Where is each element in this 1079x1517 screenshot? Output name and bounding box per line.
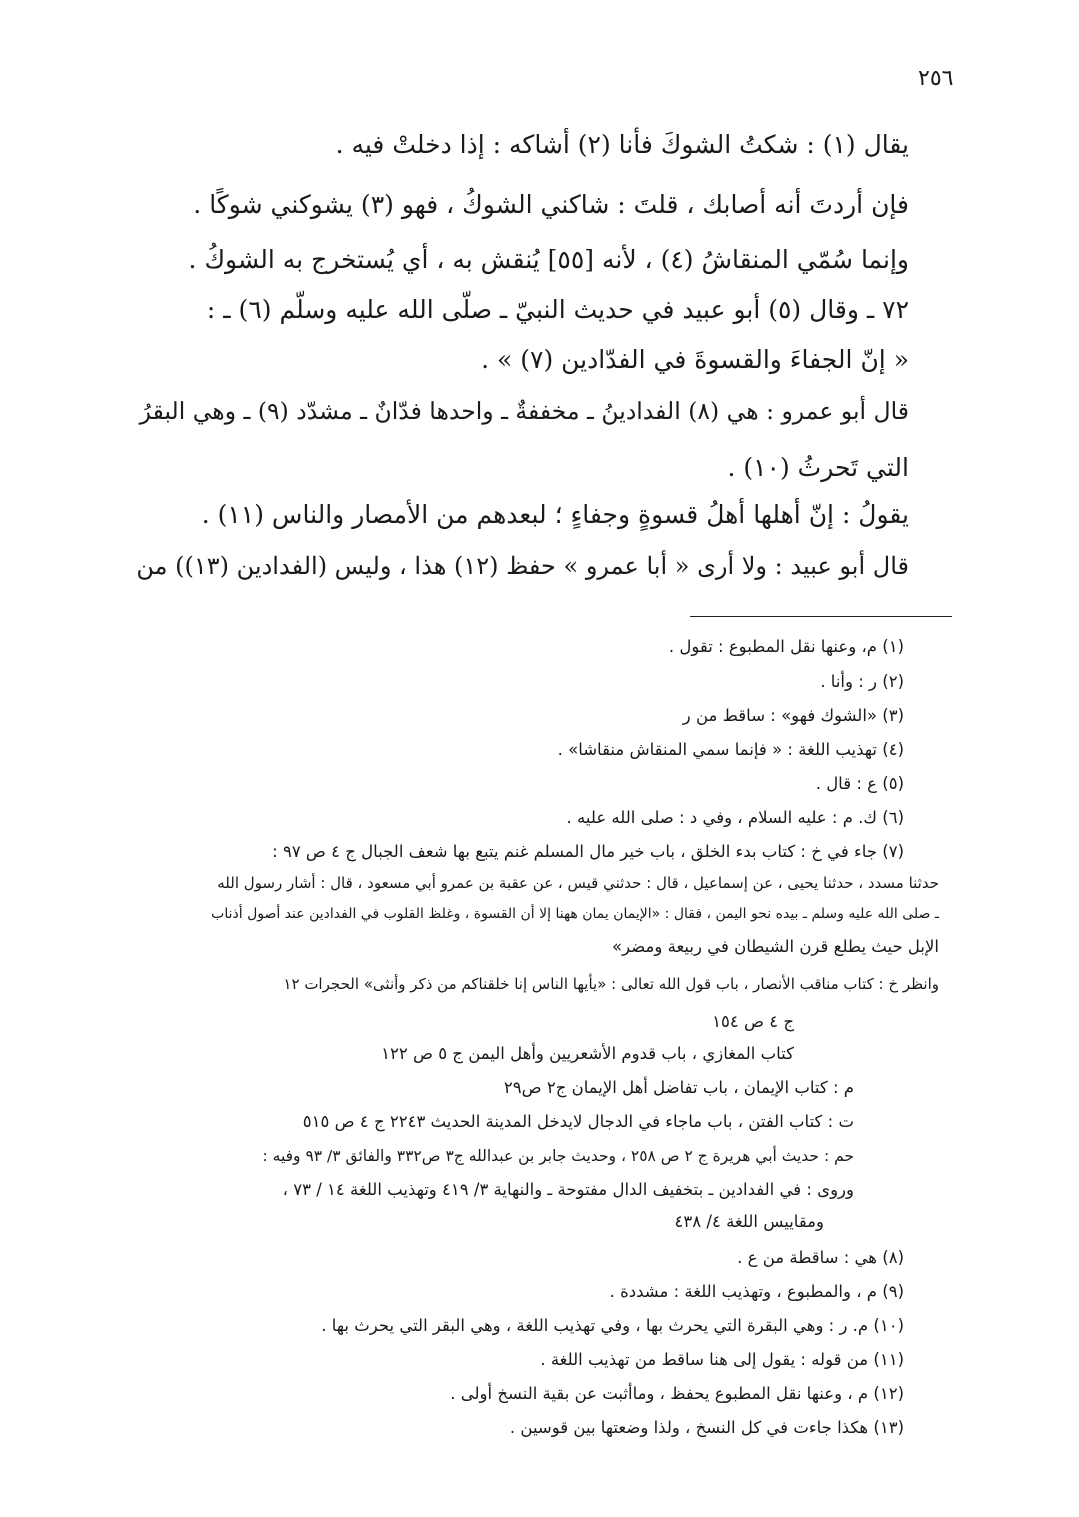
footnote-line: (٨) هي : ساقطة من ع . <box>737 1248 904 1267</box>
footnote-line: (٤) تهذيب اللغة : « فإنما سمي المنقاش منقاشا» . <box>557 740 904 759</box>
footnote-line: (١٢) م ، وعنها نقل المطبوع يحفظ ، وماأثبت عن بقية النسخ أولى . <box>450 1384 904 1403</box>
main-line: « إنّ الجفاءَ والقسوةَ في الفدّادين (٧) » . <box>481 345 909 374</box>
main-line: فإن أردتَ أنه أصابك ، قلتَ : شاكني الشوكُ ، فهو (٣) يشوكني شوكًا . <box>193 190 909 219</box>
footnote-line: (١) م، وعنها نقل المطبوع : تقول . <box>668 637 904 656</box>
footnote-line: ت : كتاب الفتن ، باب ماجاء في الدجال لايدخل المدينة الحديث ٢٢٤٣ ج ٤ ص ٥١٥ <box>302 1112 854 1131</box>
main-line: قال أبو عمرو : هي (٨) الفدادينُ ـ مخففةٌ ـ واحدها فدّانٌ ـ مشدّد (٩) ـ وهي البقرُ <box>139 397 909 425</box>
footnote-line: (٧) جاء في خ : كتاب بدء الخلق ، باب خير مال المسلم غنم يتبع بها شعف الجبال ج ٤ ص ٩٧ : <box>272 842 904 861</box>
footnote-line: م : كتاب الإيمان ، باب تفاضل أهل الإيمان ج٢ ص٢٩ <box>503 1078 854 1097</box>
footnote-line: كتاب المغازي ، باب قدوم الأشعريين وأهل اليمن ج ٥ ص ١٢٢ <box>381 1044 794 1063</box>
main-line: التي تَحرثُ (١٠) . <box>727 453 909 482</box>
footnote-separator <box>690 616 952 617</box>
footnote-line: (٥) ع : قال . <box>815 774 904 793</box>
footnote-line: حدثنا مسدد ، حدثنا يحيى ، عن إسماعيل ، قال : حدثني قيس ، عن عقبة بن عمرو أبي مسعود ، قال : أشار رسول الله <box>217 874 939 892</box>
footnote-line: (١٣) هكذا جاءت في كل النسخ ، ولذا وضعتها بين قوسين . <box>509 1418 904 1437</box>
footnote-line: (٦) ك. م : عليه السلام ، وفي د : صلى الله عليه . <box>566 808 904 827</box>
footnote-line: (٢) ر : وأنا . <box>820 672 904 691</box>
main-line: وإنما سُمّي المنقاشُ (٤) ، لأنه [٥٥] يُنقش به ، أي يُستخرج به الشوكُ . <box>188 245 909 274</box>
main-line: قال أبو عبيد : ولا أرى « أبا عمرو » حفظ (١٢) هذا ، وليس (الفدادين (١٣)) من <box>136 552 909 580</box>
page-number: ٢٥٦ <box>918 66 954 91</box>
footnote-line: ج ٤ ص ١٥٤ <box>712 1012 794 1031</box>
footnote-line: ومقاييس اللغة ٤/ ٤٣٨ <box>674 1212 824 1231</box>
main-line: يقال (١) : شكتُ الشوكَ فأنا (٢) أشاكه : إذا دخلتْ فيه . <box>335 130 909 159</box>
footnote-line: (١٠) م. ر : وهي البقرة التي يحرث بها ، وفي تهذيب اللغة ، وهي البقر التي يحرث بها . <box>321 1316 904 1335</box>
footnote-line: الإبل حيث يطلع قرن الشيطان في ربيعة ومضر» <box>612 937 939 956</box>
footnote-line: حم : حديث أبي هريرة ج ٢ ص ٢٥٨ ، وحديث جابر بن عبدالله ج٣ ص٣٣٢ والفائق ٣/ ٩٣ وفيه : <box>262 1147 854 1165</box>
footnote-line: وروى : في الفدادين ـ بتخفيف الدال مفتوحة ـ والنهاية ٣/ ٤١٩ وتهذيب اللغة ١٤ / ٧٣ ، <box>282 1180 854 1199</box>
footnote-line: وانظر خ : كتاب مناقب الأنصار ، باب قول الله تعالى : «يأيها الناس إنا خلقناكم من ذكر وأنثى» الحجرات ١٢ <box>283 975 939 993</box>
footnote-line: (٩) م ، والمطبوع ، وتهذيب اللغة : مشددة . <box>609 1282 904 1301</box>
footnote-line: (١١) من قوله : يقول إلى هنا ساقط من تهذيب اللغة . <box>540 1350 904 1369</box>
footnote-line: ـ صلى الله عليه وسلم ـ بيده نحو اليمن ، فقال : «الإيمان يمان ههنا إلا أن القسوة ، وغلظ القلوب في الفدادين عند أصول أذناب <box>211 906 939 922</box>
main-line: ٧٢ ـ وقال (٥) أبو عبيد في حديث النبيّ ـ صلّى الله عليه وسلّم (٦) ـ : <box>206 295 909 324</box>
footnote-line: (٣) «الشوك فهو» : ساقط من ر <box>682 706 904 725</box>
main-line: يقولُ : إنّ أهلها أهلُ قسوةٍ وجفاءٍ ؛ لبعدهم من الأمصار والناس (١١) . <box>201 500 909 529</box>
